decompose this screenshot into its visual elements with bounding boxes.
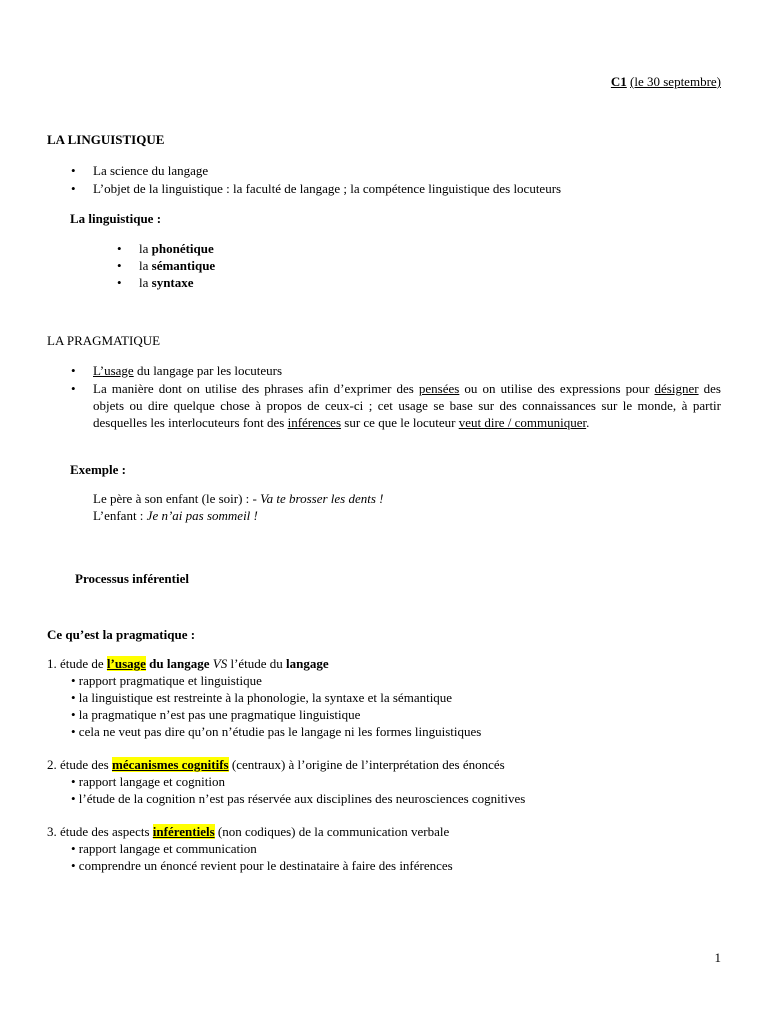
- page-number: 1: [714, 950, 721, 965]
- bullet-dot: •: [71, 163, 76, 178]
- process-title: Processus inférentiel: [75, 571, 189, 586]
- bullet-text: L’objet de la linguistique : la faculté de langage ; la compétence linguistique des locuteurs: [93, 181, 562, 196]
- sub-point: • la pragmatique n’est pas une pragmatique linguistique: [71, 707, 361, 722]
- course-header: [611, 73, 721, 90]
- subtitle-linguistique: La linguistique :: [70, 211, 162, 226]
- list-item: la syntaxe: [139, 275, 194, 290]
- course-code: C1: [610, 74, 627, 89]
- bullet-dot: •: [117, 275, 122, 290]
- bullet-text: La science du langage: [93, 163, 209, 178]
- bullet-dot: •: [71, 181, 76, 196]
- sub-point: • cela ne veut pas dire qu’on n’étudie pas le langage ni les formes linguistiques: [71, 724, 482, 739]
- example-line: Le père à son enfant (le soir) : - Va te brosser les dents !: [93, 491, 384, 506]
- point-heading: 1. étude de l’usage du langage VS l’étude du langage: [47, 656, 329, 671]
- section-title-pragmatique: LA PRAGMATIQUE: [47, 333, 161, 348]
- course-date: (le 30 septembre): [630, 74, 721, 89]
- bullet-dot: •: [117, 241, 122, 256]
- section-title-ce-quest: Ce qu’est la pragmatique :: [47, 627, 196, 642]
- list-item: la phonétique: [139, 241, 214, 256]
- list-item: la sémantique: [139, 258, 216, 273]
- bullet-dot: •: [117, 258, 122, 273]
- bullet-dot: •: [71, 381, 76, 396]
- sub-point: • rapport langage et communication: [71, 841, 257, 856]
- example-label: Exemple :: [70, 462, 126, 477]
- bullet-paragraph: La manière dont on utilise des phrases afin d’exprimer des pensées ou on utilise des expressions pour désigner des objets ou dire quelque chose à propos de ceux-ci ; cet usage se base sur des connaissances sur le monde, à partir desquelles les interlocuteurs font des inférences sur ce que le locuteur veut dire / communiquer.: [93, 381, 721, 430]
- example-line: L’enfant : Je n’ai pas sommeil !: [93, 508, 258, 523]
- sub-point: • rapport langage et cognition: [71, 774, 226, 789]
- section-title-linguistique: LA LINGUISTIQUE: [47, 132, 165, 147]
- sub-point: • comprendre un énoncé revient pour le destinataire à faire des inférences: [71, 858, 453, 873]
- bullet-text: L’usage du langage par les locuteurs: [93, 363, 283, 378]
- point-heading: 3. étude des aspects inférentiels (non codiques) de la communication verbale: [47, 824, 450, 839]
- sub-point: • la linguistique est restreinte à la phonologie, la syntaxe et la sémantique: [71, 690, 453, 705]
- sub-point: • l’étude de la cognition n’est pas réservée aux disciplines des neurosciences cognitives: [71, 791, 526, 806]
- sub-point: • rapport pragmatique et linguistique: [71, 673, 262, 688]
- bullet-dot: •: [71, 363, 76, 378]
- point-heading: 2. étude des mécanismes cognitifs (centraux) à l’origine de l’interprétation des énoncés: [47, 757, 505, 772]
